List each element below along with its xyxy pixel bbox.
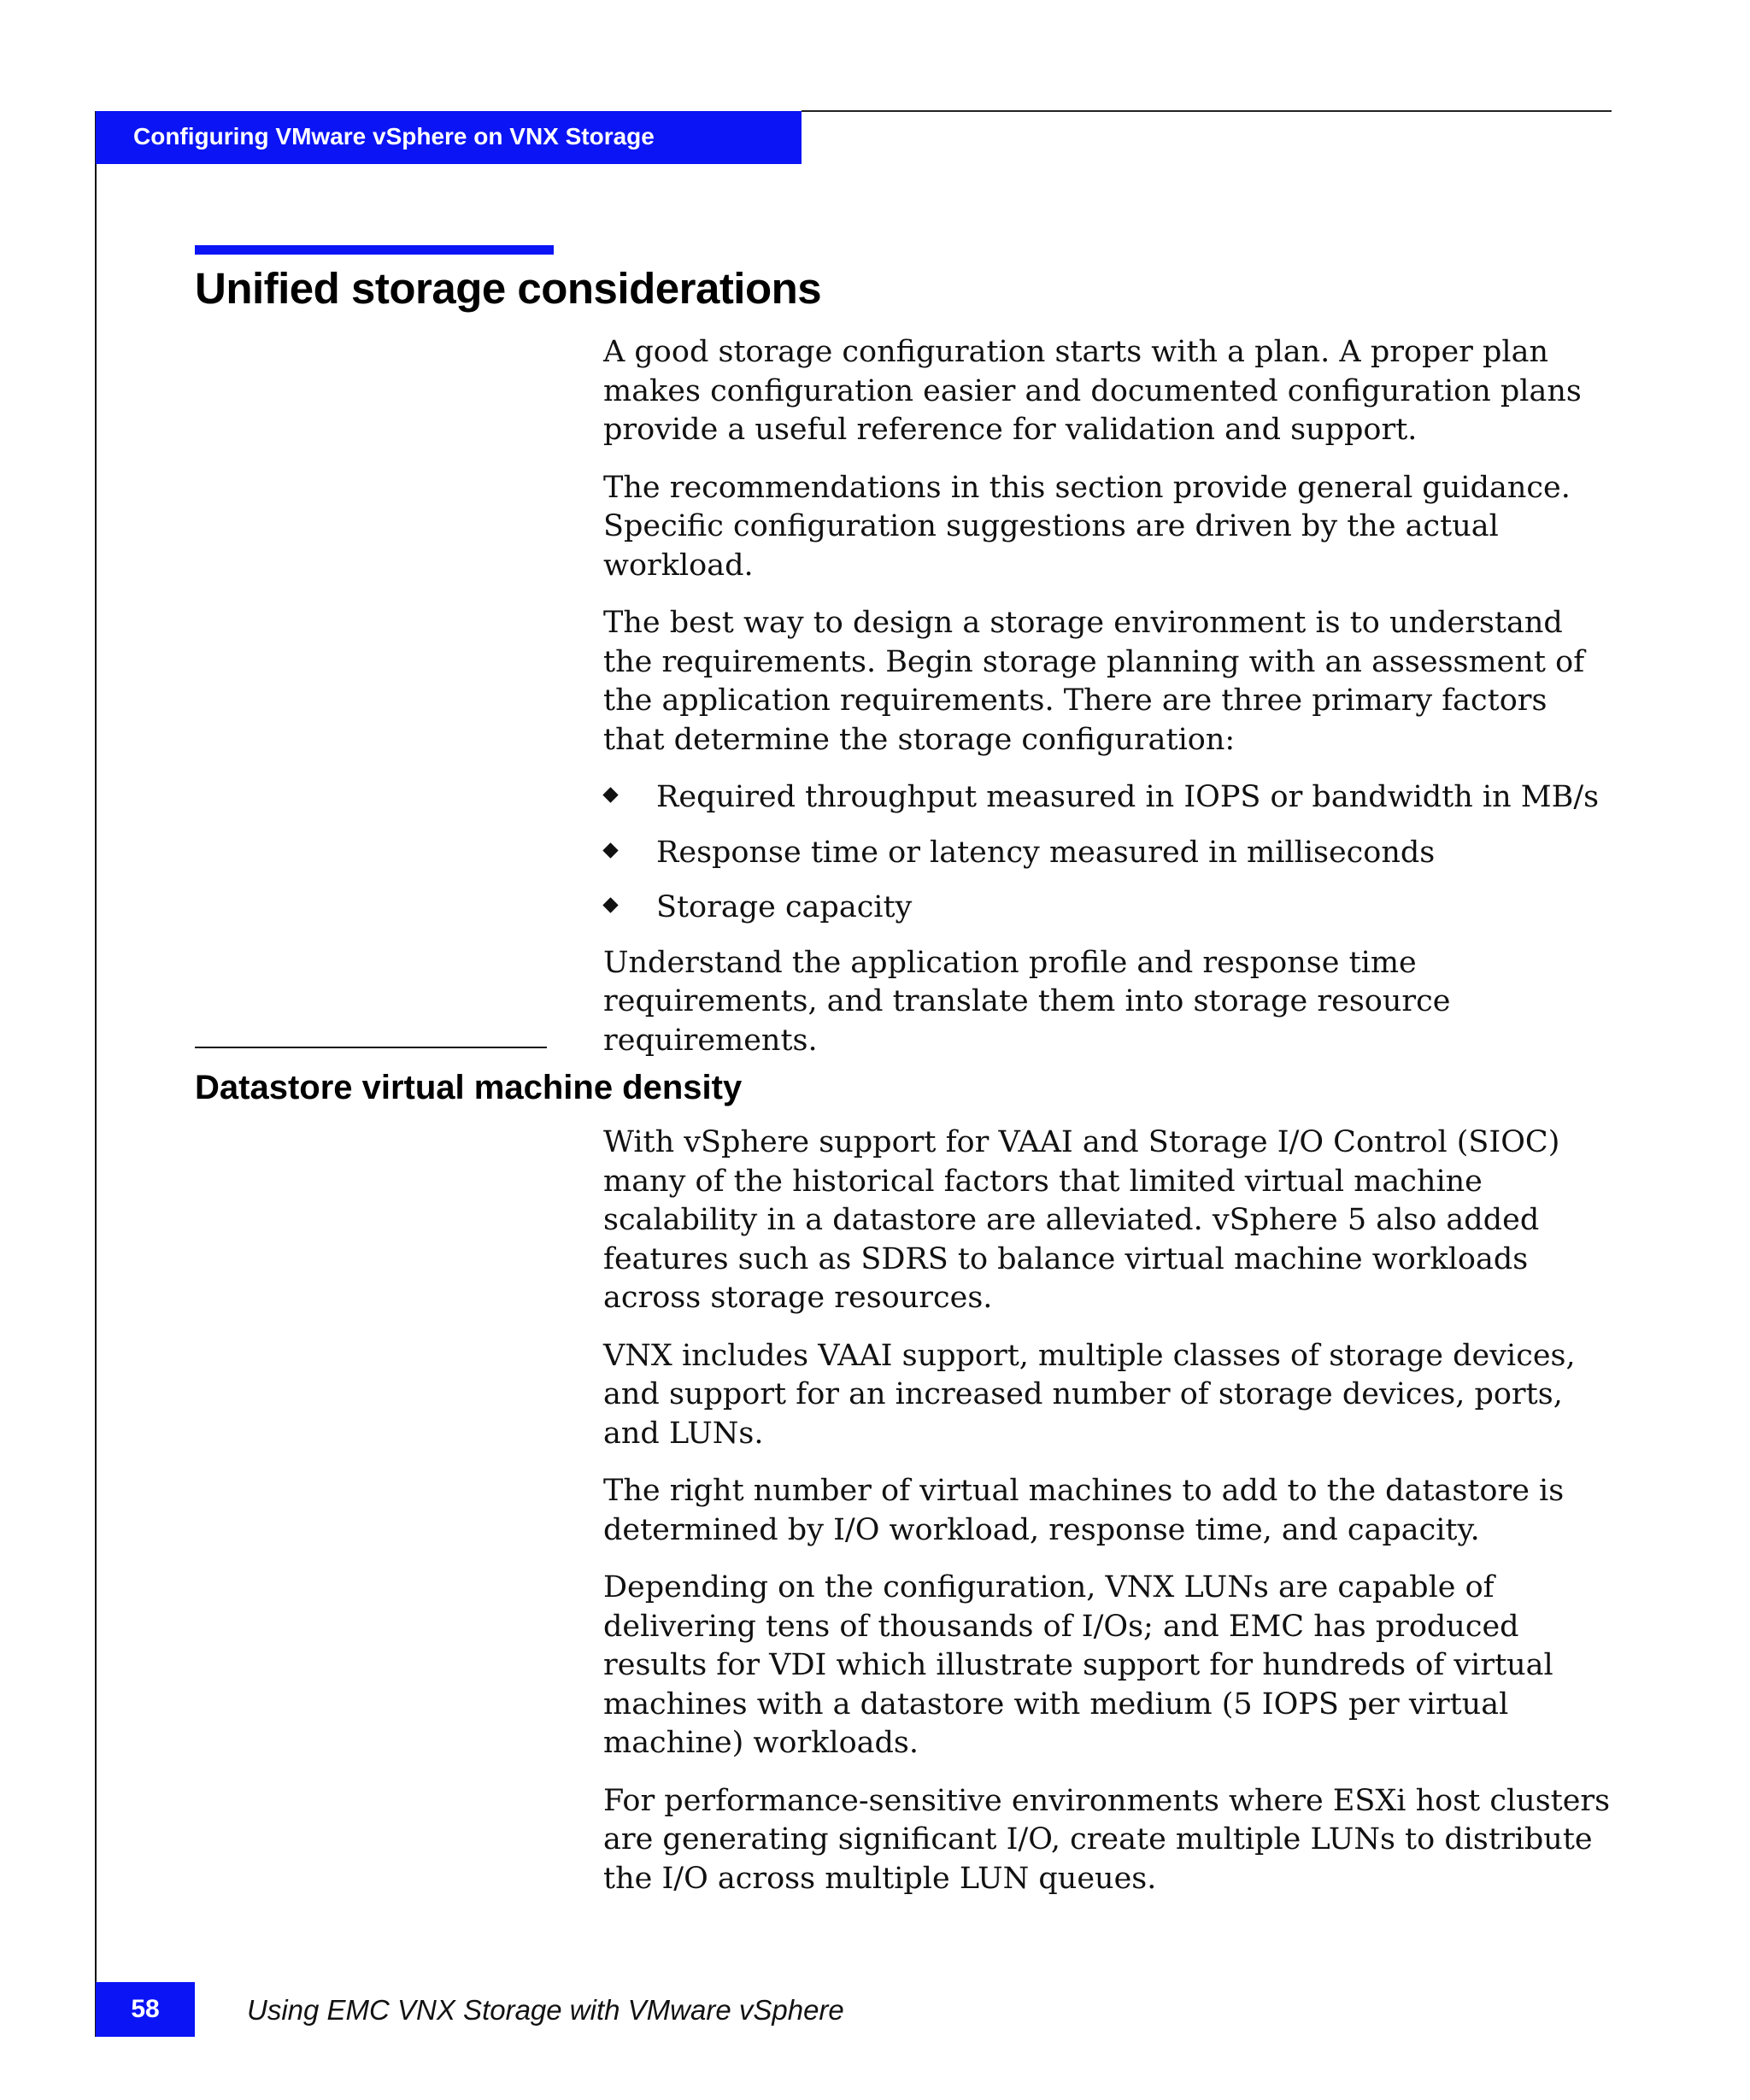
paragraph: A good storage configuration starts with a plan. A proper plan makes configuration easier and documented configuration plans provide a useful reference for validation and support. xyxy=(603,335,1582,447)
diamond-bullet-icon xyxy=(602,842,618,858)
list-item xyxy=(603,889,1612,928)
section-accent-bar xyxy=(195,245,554,255)
list-item xyxy=(603,778,1612,818)
paragraph: With vSphere support for VAAI and Storage I/O Control (SIOC) many of the historical factors that limited virtual machine scalability in a datastore are alleviated. vSphere 5 also added features such as SDRS to balance virtual machine workloads across storage resources. xyxy=(603,1125,1560,1315)
paragraph: The best way to design a storage environment is to understand the requirements. Begin storage planning with an assessment of the application requirements. There are three primary factors that determine the storage configuration: xyxy=(603,606,1585,757)
paragraph: Understand the application profile and response time requirements, and translate them into storage resource requirements. xyxy=(603,945,1451,1058)
paragraph: VNX includes VAAI support, multiple classes of storage devices, and support for an increased number of storage devices, ports, and LUNs. xyxy=(603,1338,1576,1451)
chapter-title: Configuring VMware vSphere on VNX Storage xyxy=(133,123,655,150)
subsection-rule xyxy=(195,1047,547,1048)
book-title: Using EMC VNX Storage with VMware vSphere xyxy=(247,1994,844,2026)
page-number: 58 xyxy=(131,1995,160,2023)
section-body xyxy=(603,333,1612,1079)
diamond-bullet-icon xyxy=(602,897,618,912)
list-item-text: Required throughput measured in IOPS or bandwidth in MB/s xyxy=(656,780,1600,814)
list-item-text: Storage capacity xyxy=(656,890,913,924)
list-item xyxy=(603,834,1612,873)
header-rule xyxy=(802,110,1612,112)
list-item-text: Response time or latency measured in milliseconds xyxy=(656,835,1436,870)
paragraph: Depending on the configuration, VNX LUNs are capable of delivering tens of thousands of I/Os; and EMC has produced results for VDI which illustrate support for hundreds of virtual machines with a datastore with medium (5 IOPS per virtual machine) workloads. xyxy=(603,1570,1553,1760)
section-title: Unified storage considerations xyxy=(195,264,822,313)
diamond-bullet-icon xyxy=(602,787,618,802)
paragraph: For performance-sensitive environments where ESXi host clusters are generating significant I/O, create multiple LUNs to distribute the I/O across multiple LUN queues. xyxy=(603,1783,1611,1896)
page-number-badge xyxy=(96,1982,195,2037)
paragraph: The recommendations in this section provide general guidance. Specific configuration suggestions are driven by the actual workload. xyxy=(603,470,1571,583)
left-margin-rule xyxy=(95,111,97,2037)
subsection-body xyxy=(603,1123,1612,1917)
requirements-list xyxy=(603,778,1612,928)
subsection-title: Datastore virtual machine density xyxy=(195,1069,743,1106)
paragraph: The right number of virtual machines to add to the datastore is determined by I/O workload, response time, and capacity. xyxy=(603,1474,1565,1547)
chapter-header-bar xyxy=(96,111,802,164)
